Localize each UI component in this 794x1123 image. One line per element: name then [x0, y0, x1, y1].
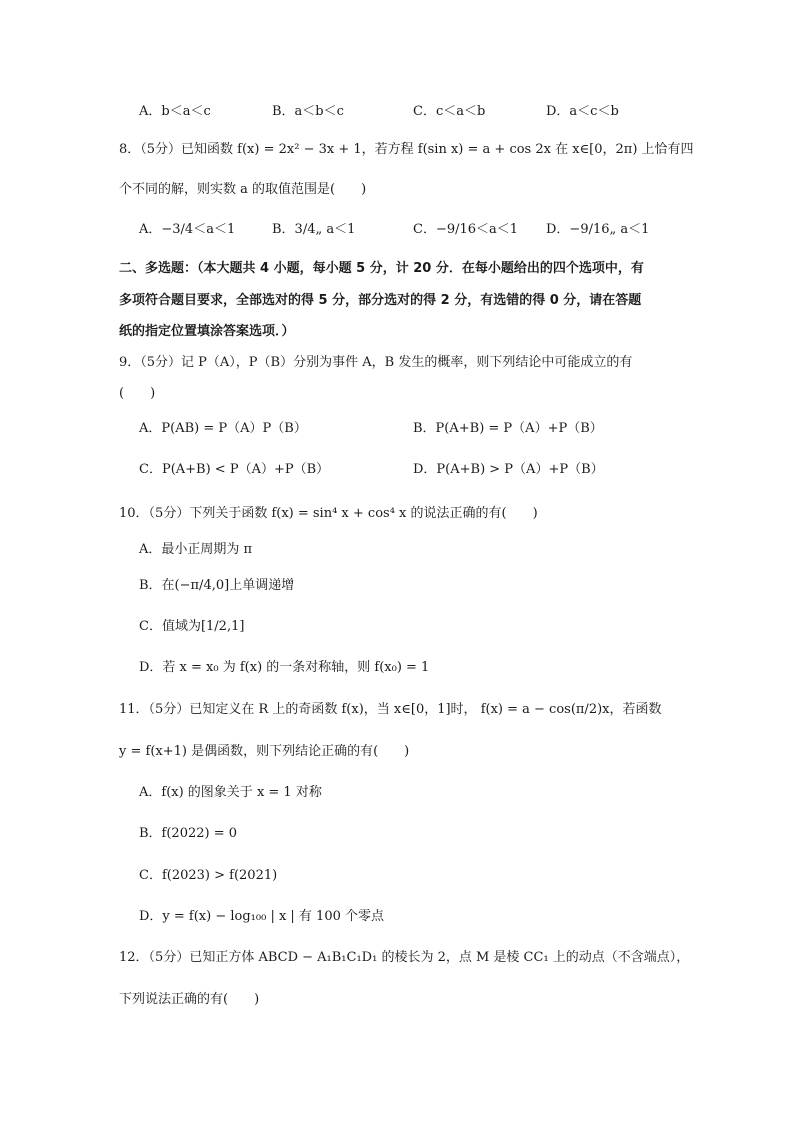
q12-stem-line1: 12．（5分）已知正方体 ABCD − A₁B₁C₁D₁ 的棱长为 2，点 M 是棱 CC₁ 上的动点（不含端点）， [119, 950, 690, 965]
q7-option-a: A．b＜a＜c [139, 104, 211, 119]
q10-option-a: A．最小正周期为 π [139, 542, 253, 557]
q7-option-b: B．a＜b＜c [272, 104, 344, 119]
q8-option-c: C．−9/16＜a＜1 [413, 222, 519, 237]
q9-option-a: A．P(AB) = P（A）P（B） [139, 421, 307, 436]
q11-option-a: A．f(x) 的图象关于 x = 1 对称 [139, 785, 322, 800]
q11-option-d: D．y = f(x) − log₁₀₀ | x | 有 100 个零点 [139, 909, 385, 924]
q9-stem-line2: ( ) [119, 386, 156, 401]
q7-option-d: D．a＜c＜b [546, 104, 619, 119]
section2-heading-line2: 多项符合题目要求，全部选对的得 5 分，部分选对的得 2 分，有选错的得 0 分，请在答题 [119, 293, 642, 308]
q9-stem-line1: 9．（5分）记 P（A），P（B）分别为事件 A，B 发生的概率，则下列结论中可能成立的有 [119, 355, 633, 370]
q12-stem-line2: 下列说法正确的有( ) [119, 992, 260, 1007]
q10-stem: 10．（5分）下列关于函数 f(x) = sin⁴ x + cos⁴ x 的说法正确的有( ) [119, 506, 538, 521]
q11-option-c: C．f(2023) > f(2021) [139, 868, 278, 883]
q10-option-b: B．在(−π/4,0]上单调递增 [139, 578, 295, 593]
q8-stem-line1: 8．（5分）已知函数 f(x) = 2x² − 3x + 1，若方程 f(sin x) = a + cos 2x 在 x∈[0，2π) 上恰有四 [119, 142, 694, 157]
section2-heading-line1: 二、多选题：（本大题共 4 小题，每小题 5 分，计 20 分．在每小题给出的四个选项中，有 [119, 261, 644, 276]
q8-stem-line2: 个不同的解，则实数 a 的取值范围是( ) [119, 182, 367, 197]
q9-option-c: C．P(A+B) < P（A）+P（B） [139, 462, 330, 477]
q9-option-d: D．P(A+B) > P（A）+P（B） [413, 462, 604, 477]
q11-stem-line1: 11．（5分）已知定义在 R 上的奇函数 f(x)，当 x∈[0，1]时， f(x) = a − cos(π/2)x，若函数 [119, 702, 662, 717]
q10-option-d: D．若 x = x₀ 为 f(x) 的一条对称轴，则 f(x₀) = 1 [139, 660, 430, 675]
q8-option-b: B．3/4„ a＜1 [272, 222, 356, 237]
section2-heading-line3: 纸的指定位置填涂答案选项．） [119, 324, 295, 339]
q11-option-b: B．f(2022) = 0 [139, 826, 238, 841]
q8-option-d: D．−9/16„ a＜1 [546, 222, 650, 237]
q9-option-b: B．P(A+B) = P（A）+P（B） [413, 421, 603, 436]
q10-option-c: C．值域为[1/2,1] [139, 619, 245, 634]
q8-option-a: A．−3/4＜a＜1 [139, 222, 236, 237]
q7-option-c: C．c＜a＜b [413, 104, 486, 119]
q11-stem-line2: y = f(x+1) 是偶函数，则下列结论正确的有( ) [119, 744, 410, 759]
